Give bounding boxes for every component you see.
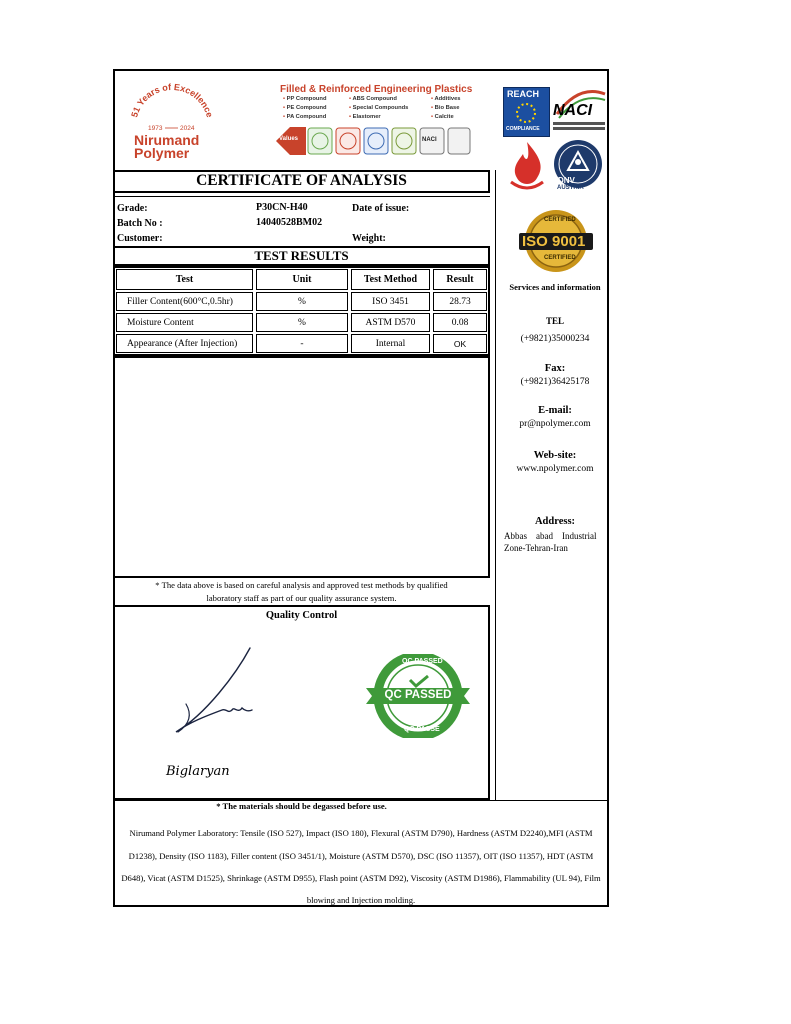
- logo-name-line1: Nirumand: [134, 132, 200, 148]
- header-result: Result: [433, 269, 487, 290]
- tel-label: TEL: [545, 316, 564, 326]
- tel-value: (+9821)35000234: [520, 334, 590, 344]
- table-row-2-method: ASTM D570: [351, 313, 430, 332]
- signature-name: Biglaryan: [166, 764, 230, 779]
- iso-9001-seal: CERTIFIED ISO 9001 CERTIFIED: [517, 208, 595, 274]
- header-unit: Unit: [256, 269, 348, 290]
- table-row-3-test: Appearance (After Injection): [116, 334, 253, 353]
- degas-note: * The materials should be degassed before use.: [216, 801, 387, 811]
- qc-passed-stamp: QC PASSED QC PASSED QC PASSE: [366, 654, 470, 738]
- tagline: Filled & Reinforced Engineering Plastics: [280, 84, 473, 95]
- data-note-line1: * The data above is based on careful analysis and approved test methods by qualified: [155, 580, 448, 590]
- grade-label: Grade:: [117, 203, 148, 214]
- naci-mini-label: NACI: [422, 137, 437, 143]
- logo-name-line2: Polymer: [134, 145, 190, 161]
- svg-text:1973: 1973: [148, 125, 163, 132]
- email-label: E-mail:: [538, 405, 572, 416]
- values-strip: [276, 124, 472, 158]
- table-row-1-unit: %: [256, 292, 348, 311]
- column-divider: [495, 170, 496, 800]
- svg-text:2024: 2024: [180, 125, 195, 132]
- lab-line-1: Nirumand Polymer Laboratory: Tensile (ISO 527), Impact (ISO 180), Flexural (ASTM D790), Hardness (ASTM D2240),MFI (ASTM: [129, 828, 593, 838]
- company-logo: [126, 80, 218, 160]
- header-method: Test Method: [351, 269, 430, 290]
- header-test: Test: [116, 269, 253, 290]
- table-row-1-test: Filler Content(600°C,0.5hr): [116, 292, 253, 311]
- values-label: Values: [279, 136, 299, 142]
- address-line1: Abbas abad Industrial: [504, 531, 597, 541]
- services-heading: Services and information: [509, 282, 601, 292]
- reach-badge: REACH COMPLIANCE: [503, 87, 550, 137]
- lab-line-4: blowing and Injection molding.: [306, 895, 416, 905]
- fax-label: Fax:: [544, 363, 566, 374]
- naci-badge: NACI: [549, 84, 609, 136]
- table-row-1-result: 28.73: [433, 292, 487, 311]
- table-row-2-test: Moisture Content: [116, 313, 253, 332]
- email-value: pr@npolymer.com: [519, 419, 591, 429]
- results-empty-area: [113, 356, 490, 578]
- data-note-line2: laboratory staff as part of our quality assurance system.: [206, 593, 397, 603]
- fire-emblem: [503, 138, 551, 196]
- table-row-1-method: ISO 3451: [351, 292, 430, 311]
- website-label: Web-site:: [533, 450, 577, 461]
- lab-line-2: D1238), Density (ISO 1183), Filler content (ISO 3451/1), Moisture (ASTM D570), DSC (ISO 11357), OIT (ISO 11357), HDT (ASTM: [128, 851, 594, 861]
- table-row-3-unit: -: [256, 334, 348, 353]
- grade-value: P30CN-H40: [256, 202, 308, 213]
- weight-label: Weight:: [352, 233, 386, 244]
- customer-label: Customer:: [117, 233, 163, 244]
- batch-value: 14040528BM02: [256, 217, 323, 228]
- table-row-2-unit: %: [256, 313, 348, 332]
- batch-label: Batch No :: [117, 218, 163, 229]
- document-title: CERTIFICATE OF ANALYSIS: [196, 172, 407, 189]
- date-label: Date of issue:: [352, 203, 410, 214]
- address-label: Address:: [534, 516, 576, 527]
- results-title: TEST RESULTS: [254, 248, 349, 263]
- table-row-3-result: OK: [433, 334, 487, 353]
- signature: [166, 644, 256, 740]
- fax-value: (+9821)36425178: [520, 377, 590, 387]
- dnv-badge: DNV AUSTRIA: [552, 138, 604, 196]
- table-row-2-result: 0.08: [433, 313, 487, 332]
- quality-control-title: Quality Control: [265, 610, 338, 621]
- website-value: www.npolymer.com: [516, 464, 594, 474]
- table-row-3-method: Internal: [351, 334, 430, 353]
- lab-line-3: D648), Vicat (ASTM D1525), Shrinkage (ASTM D955), Flash point (ASTM D92), Viscosity (ASTM D1986), Flammability (UL 94), Film: [121, 873, 601, 883]
- address-line2: Zone-Tehran-Iran: [504, 543, 568, 553]
- svg-text:51 Years of Excellence: 51 Years of Excellence: [129, 81, 215, 119]
